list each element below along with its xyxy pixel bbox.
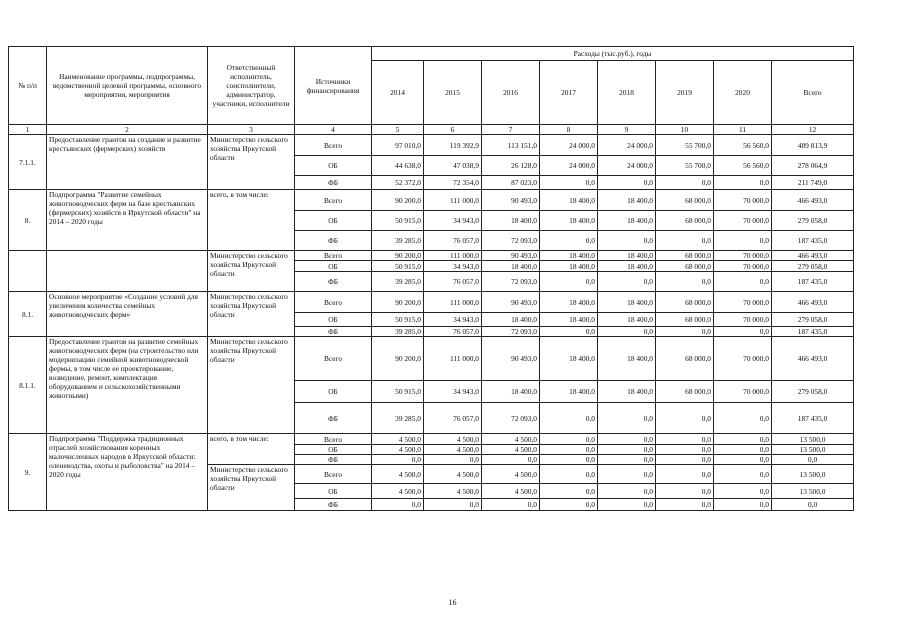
year-value: 72 093,0: [482, 231, 540, 251]
funding-source: ОБ: [295, 381, 372, 403]
year-value: 56 560,0: [714, 135, 772, 156]
column-number: 2: [47, 125, 208, 135]
year-value: 4 500,0: [482, 434, 540, 445]
row-total: 187 435,0: [772, 231, 854, 251]
responsible-executor: Министерство сельского хозяйства Иркутской области: [208, 135, 295, 190]
funding-source: ОБ: [295, 261, 372, 272]
year-value: 4 500,0: [372, 465, 424, 484]
header-responsible: Ответственный исполнитель, соисполнители, администратор, участники, исполнители: [208, 47, 295, 125]
responsible-executor: Министерство сельского хозяйства Иркутской области: [208, 337, 295, 434]
row-total: 466 493,0: [772, 190, 854, 211]
column-number: 11: [714, 125, 772, 135]
row-number: 8.: [9, 190, 47, 251]
year-value: 0,0: [714, 327, 772, 337]
column-number: 9: [598, 125, 656, 135]
year-value: 90 200,0: [372, 251, 424, 261]
year-value: 0,0: [482, 499, 540, 511]
year-value: 18 400,0: [598, 261, 656, 272]
year-value: 39 285,0: [372, 327, 424, 337]
year-value: 4 500,0: [424, 434, 482, 445]
header-year: 2016: [482, 61, 540, 125]
year-value: 18 400,0: [482, 261, 540, 272]
year-value: 68 000,0: [656, 261, 714, 272]
row-total: 279 058,0: [772, 261, 854, 272]
funding-source: ФБ: [295, 499, 372, 511]
year-value: 18 400,0: [540, 381, 598, 403]
year-value: 0,0: [598, 455, 656, 465]
year-value: 70 000,0: [714, 337, 772, 381]
year-value: 4 500,0: [482, 484, 540, 499]
header-name: Наименование программы, подпрограммы, ведомственной целевой программы, основного мероприятия, мероприятия: [47, 47, 208, 125]
year-value: 18 400,0: [598, 211, 656, 231]
year-value: 52 372,0: [372, 176, 424, 190]
year-value: 0,0: [656, 445, 714, 455]
year-value: 0,0: [424, 499, 482, 511]
year-value: 18 400,0: [540, 313, 598, 327]
header-sources: Источники финансирования: [295, 47, 372, 125]
row-total: 279 058,0: [772, 313, 854, 327]
year-value: 50 915,0: [372, 313, 424, 327]
responsible-executor: Министерство сельского хозяйства Иркутской области: [208, 292, 295, 337]
funding-source: ФБ: [295, 176, 372, 190]
funding-source: Всего: [295, 135, 372, 156]
year-value: 4 500,0: [482, 445, 540, 455]
year-value: 70 000,0: [714, 381, 772, 403]
header-year: 2018: [598, 61, 656, 125]
year-value: 70 000,0: [714, 251, 772, 261]
year-value: 0,0: [714, 231, 772, 251]
year-value: 18 400,0: [598, 190, 656, 211]
year-value: 0,0: [540, 403, 598, 434]
year-value: 0,0: [656, 231, 714, 251]
year-value: 18 400,0: [598, 313, 656, 327]
year-value: 39 285,0: [372, 231, 424, 251]
year-value: 0,0: [540, 455, 598, 465]
funding-source: Всего: [295, 434, 372, 445]
year-value: 111 000,0: [424, 251, 482, 261]
year-value: 0,0: [540, 176, 598, 190]
year-value: 50 915,0: [372, 211, 424, 231]
table-row: [9, 251, 854, 261]
header-year: 2014: [372, 61, 424, 125]
year-value: 18 400,0: [482, 381, 540, 403]
year-value: 0,0: [598, 327, 656, 337]
year-value: 0,0: [598, 231, 656, 251]
year-value: 0,0: [598, 445, 656, 455]
header-expenses: Расходы (тыс.руб.), годы: [372, 47, 854, 61]
year-value: 0,0: [656, 484, 714, 499]
year-value: 18 400,0: [540, 261, 598, 272]
year-value: 97 010,0: [372, 135, 424, 156]
year-value: 0,0: [424, 455, 482, 465]
year-value: 24 000,0: [598, 135, 656, 156]
funding-source: ОБ: [295, 156, 372, 176]
year-value: 0,0: [714, 465, 772, 484]
year-value: 0,0: [598, 484, 656, 499]
year-value: 0,0: [656, 455, 714, 465]
year-value: 68 000,0: [656, 190, 714, 211]
year-value: 0,0: [598, 465, 656, 484]
year-value: 18 400,0: [598, 337, 656, 381]
year-value: 72 093,0: [482, 272, 540, 292]
column-number: 5: [372, 125, 424, 135]
column-number: 12: [772, 125, 854, 135]
row-number: [9, 251, 47, 292]
row-number: 7.1.1.: [9, 135, 47, 190]
column-number: 1: [9, 125, 47, 135]
funding-source: Всего: [295, 465, 372, 484]
row-number: 8.1.1.: [9, 337, 47, 434]
year-value: 47 038,9: [424, 156, 482, 176]
year-value: 113 151,0: [482, 135, 540, 156]
year-value: 18 400,0: [482, 313, 540, 327]
year-value: 4 500,0: [482, 465, 540, 484]
year-value: 0,0: [372, 455, 424, 465]
year-value: 55 700,0: [656, 135, 714, 156]
year-value: 0,0: [540, 434, 598, 445]
year-value: 0,0: [714, 272, 772, 292]
page-number: 16: [448, 598, 457, 607]
funding-source: ФБ: [295, 272, 372, 292]
year-value: 76 057,0: [424, 403, 482, 434]
year-value: 68 000,0: [656, 292, 714, 313]
row-total: 211 749,0: [772, 176, 854, 190]
year-value: 50 915,0: [372, 261, 424, 272]
year-value: 76 057,0: [424, 272, 482, 292]
funding-source: Всего: [295, 337, 372, 381]
header-year: 2015: [424, 61, 482, 125]
year-value: 0,0: [714, 176, 772, 190]
year-value: 0,0: [540, 484, 598, 499]
responsible-executor: всего, в том числе:: [208, 190, 295, 251]
row-total: 13 500,0: [772, 445, 854, 455]
funding-source: ФБ: [295, 231, 372, 251]
year-value: 18 400,0: [482, 211, 540, 231]
responsible-executor: Министерство сельского хозяйства Иркутской области: [208, 465, 295, 511]
year-value: 4 500,0: [424, 465, 482, 484]
row-total: 466 493,0: [772, 251, 854, 261]
year-value: 18 400,0: [598, 381, 656, 403]
year-value: 90 200,0: [372, 292, 424, 313]
year-value: 0,0: [656, 176, 714, 190]
year-value: 4 500,0: [372, 434, 424, 445]
row-total: 466 493,0: [772, 337, 854, 381]
year-value: 18 400,0: [540, 211, 598, 231]
funding-source: ОБ: [295, 313, 372, 327]
year-value: 111 000,0: [424, 292, 482, 313]
year-value: 70 000,0: [714, 211, 772, 231]
year-value: 18 400,0: [598, 251, 656, 261]
year-value: 90 493,0: [482, 292, 540, 313]
year-value: 18 400,0: [540, 292, 598, 313]
year-value: 70 000,0: [714, 313, 772, 327]
funding-source: ОБ: [295, 211, 372, 231]
column-number-row: [9, 125, 854, 135]
header-num: № п/п: [9, 47, 47, 125]
funding-source: ФБ: [295, 327, 372, 337]
responsible-executor: Министерство сельского хозяйства Иркутской области: [208, 251, 295, 292]
year-value: 111 000,0: [424, 190, 482, 211]
table-row: [9, 190, 854, 211]
row-title: Основное мероприятие «Создание условий для увеличения количества семейных животноводческих ферм»: [47, 292, 208, 337]
year-value: 0,0: [482, 455, 540, 465]
funding-source: ФБ: [295, 455, 372, 465]
year-value: 0,0: [540, 499, 598, 511]
column-number: 6: [424, 125, 482, 135]
row-total: 466 493,0: [772, 292, 854, 313]
funding-source: Всего: [295, 251, 372, 261]
year-value: 72 093,0: [482, 327, 540, 337]
row-number: 9.: [9, 434, 47, 511]
row-total: 13 500,0: [772, 484, 854, 499]
year-value: 0,0: [540, 231, 598, 251]
header-year: 2017: [540, 61, 598, 125]
row-total: 279 058,0: [772, 211, 854, 231]
year-value: 0,0: [656, 327, 714, 337]
table-row: [9, 434, 854, 445]
column-number: 8: [540, 125, 598, 135]
year-value: 0,0: [598, 272, 656, 292]
budget-table: [8, 46, 854, 511]
year-value: 76 057,0: [424, 231, 482, 251]
year-value: 0,0: [714, 434, 772, 445]
row-title: Подпрограмма "Развитие семейных животноводческих ферм на базе крестьянских (фермерских) хозяйств в Иркутской области" на 2014 – 2020 годы: [47, 190, 208, 251]
funding-source: ОБ: [295, 484, 372, 499]
table-body: [9, 135, 854, 511]
year-value: 0,0: [540, 465, 598, 484]
row-title: [47, 251, 208, 292]
year-value: 70 000,0: [714, 292, 772, 313]
year-value: 76 057,0: [424, 327, 482, 337]
year-value: 0,0: [540, 272, 598, 292]
year-value: 0,0: [598, 499, 656, 511]
column-number: 10: [656, 125, 714, 135]
row-title: Предоставление грантов на создание и развитие крестьянских (фермерских) хозяйств: [47, 135, 208, 190]
year-value: 44 638,0: [372, 156, 424, 176]
row-total: 187 435,0: [772, 272, 854, 292]
year-value: 18 400,0: [540, 251, 598, 261]
year-value: 70 000,0: [714, 261, 772, 272]
column-number: 7: [482, 125, 540, 135]
year-value: 0,0: [714, 403, 772, 434]
row-total: 187 435,0: [772, 327, 854, 337]
year-value: 68 000,0: [656, 337, 714, 381]
column-number: 4: [295, 125, 372, 135]
header-year: 2020: [714, 61, 772, 125]
year-value: 87 023,0: [482, 176, 540, 190]
year-value: 0,0: [540, 445, 598, 455]
year-value: 18 400,0: [598, 292, 656, 313]
funding-source: Всего: [295, 292, 372, 313]
year-value: 68 000,0: [656, 313, 714, 327]
table-row: [9, 292, 854, 313]
table-row: [9, 135, 854, 156]
row-total: 13 500,0: [772, 434, 854, 445]
row-total: 13 500,0: [772, 465, 854, 484]
year-value: 0,0: [598, 434, 656, 445]
row-total: 489 813,9: [772, 135, 854, 156]
year-value: 55 700,0: [656, 156, 714, 176]
year-value: 0,0: [714, 455, 772, 465]
year-value: 119 392,9: [424, 135, 482, 156]
year-value: 90 493,0: [482, 337, 540, 381]
year-value: 0,0: [656, 272, 714, 292]
year-value: 68 000,0: [656, 211, 714, 231]
year-value: 0,0: [656, 434, 714, 445]
year-value: 4 500,0: [424, 484, 482, 499]
year-value: 24 000,0: [540, 135, 598, 156]
year-value: 56 560,0: [714, 156, 772, 176]
year-value: 68 000,0: [656, 381, 714, 403]
row-number: 8.1.: [9, 292, 47, 337]
year-value: 72 354,0: [424, 176, 482, 190]
funding-source: ФБ: [295, 403, 372, 434]
year-value: 39 285,0: [372, 272, 424, 292]
row-title: Предоставление грантов на развитие семейных животноводческих ферм (на строительство или модернизацию семейной животноводческой фермы, в том числе ее проектирование, возведение, ремонт, комплектация оборудованием и сельскохозяйственными животными): [47, 337, 208, 434]
year-value: 0,0: [714, 484, 772, 499]
year-value: 18 400,0: [540, 190, 598, 211]
year-value: 90 200,0: [372, 337, 424, 381]
year-value: 24 000,0: [598, 156, 656, 176]
year-value: 0,0: [714, 499, 772, 511]
year-value: 90 200,0: [372, 190, 424, 211]
header-total: Всего: [772, 61, 854, 125]
year-value: 90 493,0: [482, 251, 540, 261]
header-year: 2019: [656, 61, 714, 125]
year-value: 4 500,0: [372, 445, 424, 455]
year-value: 72 093,0: [482, 403, 540, 434]
year-value: 39 285,0: [372, 403, 424, 434]
year-value: 0,0: [372, 499, 424, 511]
row-total: 0,0: [772, 499, 854, 511]
funding-source: Всего: [295, 190, 372, 211]
year-value: 0,0: [656, 465, 714, 484]
year-value: 34 943,0: [424, 261, 482, 272]
year-value: 0,0: [656, 403, 714, 434]
year-value: 4 500,0: [424, 445, 482, 455]
responsible-executor: всего, в том числе:: [208, 434, 295, 465]
row-total: 279 058,0: [772, 381, 854, 403]
year-value: 34 943,0: [424, 211, 482, 231]
row-title: Подпрограмма "Поддержка традиционных отраслей хозяйствования коренных малочисленных народов в Иркутской области: оленеводства, охоты и рыболовства" на 2014 – 2020 годы: [47, 434, 208, 511]
year-value: 34 943,0: [424, 381, 482, 403]
year-value: 111 000,0: [424, 337, 482, 381]
year-value: 4 500,0: [372, 484, 424, 499]
year-value: 26 128,0: [482, 156, 540, 176]
year-value: 18 400,0: [540, 337, 598, 381]
year-value: 34 943,0: [424, 313, 482, 327]
row-total: 278 064,9: [772, 156, 854, 176]
year-value: 0,0: [656, 499, 714, 511]
year-value: 70 000,0: [714, 190, 772, 211]
column-number: 3: [208, 125, 295, 135]
year-value: 68 000,0: [656, 251, 714, 261]
year-value: 50 915,0: [372, 381, 424, 403]
funding-source: ОБ: [295, 445, 372, 455]
year-value: 0,0: [598, 403, 656, 434]
year-value: 0,0: [540, 327, 598, 337]
year-value: 0,0: [598, 176, 656, 190]
year-value: 24 000,0: [540, 156, 598, 176]
row-total: 0,0: [772, 455, 854, 465]
year-value: 0,0: [714, 445, 772, 455]
row-total: 187 435,0: [772, 403, 854, 434]
year-value: 90 493,0: [482, 190, 540, 211]
table-row: [9, 337, 854, 381]
